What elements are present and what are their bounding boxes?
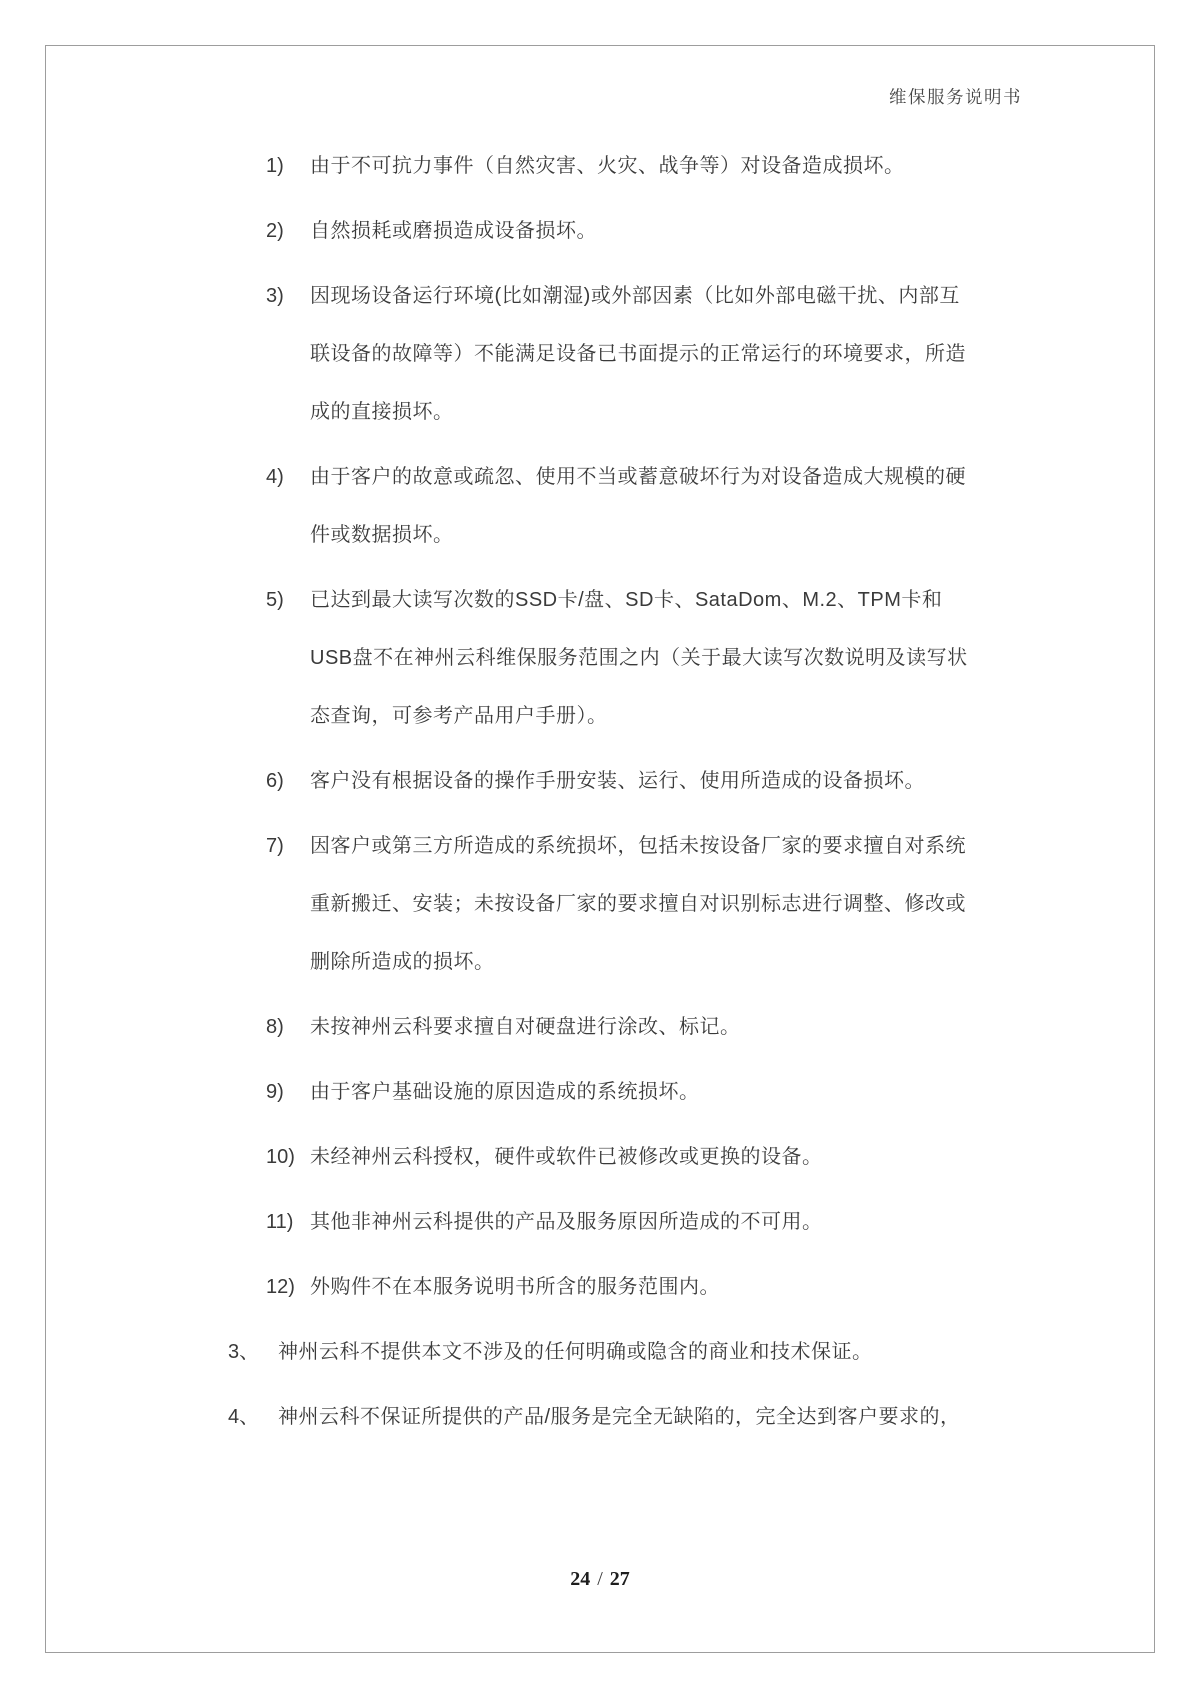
page-number-current: 24 — [570, 1568, 591, 1590]
text-line: 由于不可抗力事件（自然灾害、火灾、战争等）对设备造成损坏。 — [310, 155, 905, 177]
list-item — [0, 448, 1200, 564]
page-footer — [0, 1568, 1200, 1591]
text-line: 自然损耗或磨损造成设备损坏。 — [310, 220, 597, 242]
list-item-text — [310, 137, 1200, 195]
text-line: 由于客户的故意或疏忽、使用不当或蓄意破坏行为对设备造成大规模的硬 — [310, 466, 966, 488]
text-line: 态查询，可参考产品用户手册）。 — [310, 705, 608, 727]
list-item-text — [278, 1388, 1200, 1446]
list-item — [0, 1193, 1200, 1251]
list-item-text — [310, 998, 1200, 1056]
text-line: 联设备的故障等）不能满足设备已书面提示的正常运行的环境要求，所造 — [310, 343, 966, 365]
list-item-text — [310, 1063, 1200, 1121]
list-item-marker: 4) — [266, 466, 284, 488]
list-item-text — [310, 1128, 1200, 1186]
list-item-text — [310, 752, 1200, 810]
text-line: 神州云科不提供本文不涉及的任何明确或隐含的商业和技术保证。 — [278, 1341, 873, 1363]
page-number-total: 27 — [609, 1568, 630, 1590]
text-line: 客户没有根据设备的操作手册安装、运行、使用所造成的设备损坏。 — [310, 770, 925, 792]
text-line: 成的直接损坏。 — [310, 401, 454, 423]
list-item-marker: 7) — [266, 835, 284, 857]
list-item — [0, 1128, 1200, 1186]
list-item — [0, 998, 1200, 1056]
list-item-text — [310, 817, 1200, 991]
list-item-marker: 6) — [266, 770, 284, 792]
list-item-marker: 9) — [266, 1081, 284, 1103]
list-item-text — [310, 267, 1200, 441]
document-content — [0, 137, 1200, 1453]
list-item — [0, 137, 1200, 195]
text-line: 未按神州云科要求擅自对硬盘进行涂改、标记。 — [310, 1016, 741, 1038]
outer-list — [0, 1323, 1200, 1446]
text-line: 未经神州云科授权，硬件或软件已被修改或更换的设备。 — [310, 1146, 823, 1168]
text-line: 神州云科不保证所提供的产品/服务是完全无缺陷的，完全达到客户要求的， — [278, 1406, 961, 1428]
page-number-separator: / — [597, 1568, 603, 1590]
text-line: 已达到最大读写次数的SSD卡/盘、SD卡、SataDom、M.2、TPM卡和 — [310, 589, 943, 611]
list-item-text — [278, 1323, 1200, 1381]
text-line: 删除所造成的损坏。 — [310, 951, 495, 973]
list-item-marker: 1) — [266, 155, 284, 177]
numbered-list — [0, 137, 1200, 1316]
list-item-marker: 2) — [266, 220, 284, 242]
list-item-marker: 5) — [266, 589, 284, 611]
list-item — [0, 1258, 1200, 1316]
list-item-marker: 11) — [266, 1211, 294, 1233]
list-item-marker: 8) — [266, 1016, 284, 1038]
list-item-marker: 4、 — [228, 1406, 260, 1428]
list-item-text — [310, 448, 1200, 564]
text-line: 重新搬迁、安装；未按设备厂家的要求擅自对识别标志进行调整、修改或 — [310, 893, 966, 915]
list-item-text — [310, 1193, 1200, 1251]
list-item-text — [310, 571, 1200, 745]
text-line: 由于客户基础设施的原因造成的系统损坏。 — [310, 1081, 700, 1103]
list-item-marker: 10) — [266, 1146, 295, 1168]
list-item-marker: 12) — [266, 1276, 295, 1298]
list-item — [0, 1063, 1200, 1121]
list-item — [0, 571, 1200, 745]
list-item — [0, 1388, 1200, 1446]
text-line: 外购件不在本服务说明书所含的服务范围内。 — [310, 1276, 720, 1298]
list-item — [0, 752, 1200, 810]
text-line: 因现场设备运行环境(比如潮湿)或外部因素（比如外部电磁干扰、内部互 — [310, 285, 960, 307]
text-line: 件或数据损坏。 — [310, 524, 454, 546]
text-line: USB盘不在神州云科维保服务范围之内（关于最大读写次数说明及读写状 — [310, 647, 968, 669]
list-item-marker: 3) — [266, 285, 284, 307]
list-item — [0, 202, 1200, 260]
list-item-text — [310, 202, 1200, 260]
text-line: 其他非神州云科提供的产品及服务原因所造成的不可用。 — [310, 1211, 823, 1233]
page-header — [0, 84, 1022, 109]
list-item — [0, 1323, 1200, 1381]
list-item-marker: 3、 — [228, 1341, 260, 1363]
list-item — [0, 267, 1200, 441]
text-line: 因客户或第三方所造成的系统损坏，包括未按设备厂家的要求擅自对系统 — [310, 835, 966, 857]
list-item — [0, 817, 1200, 991]
header-title: 维保服务说明书 — [889, 87, 1022, 107]
list-item-text — [310, 1258, 1200, 1316]
